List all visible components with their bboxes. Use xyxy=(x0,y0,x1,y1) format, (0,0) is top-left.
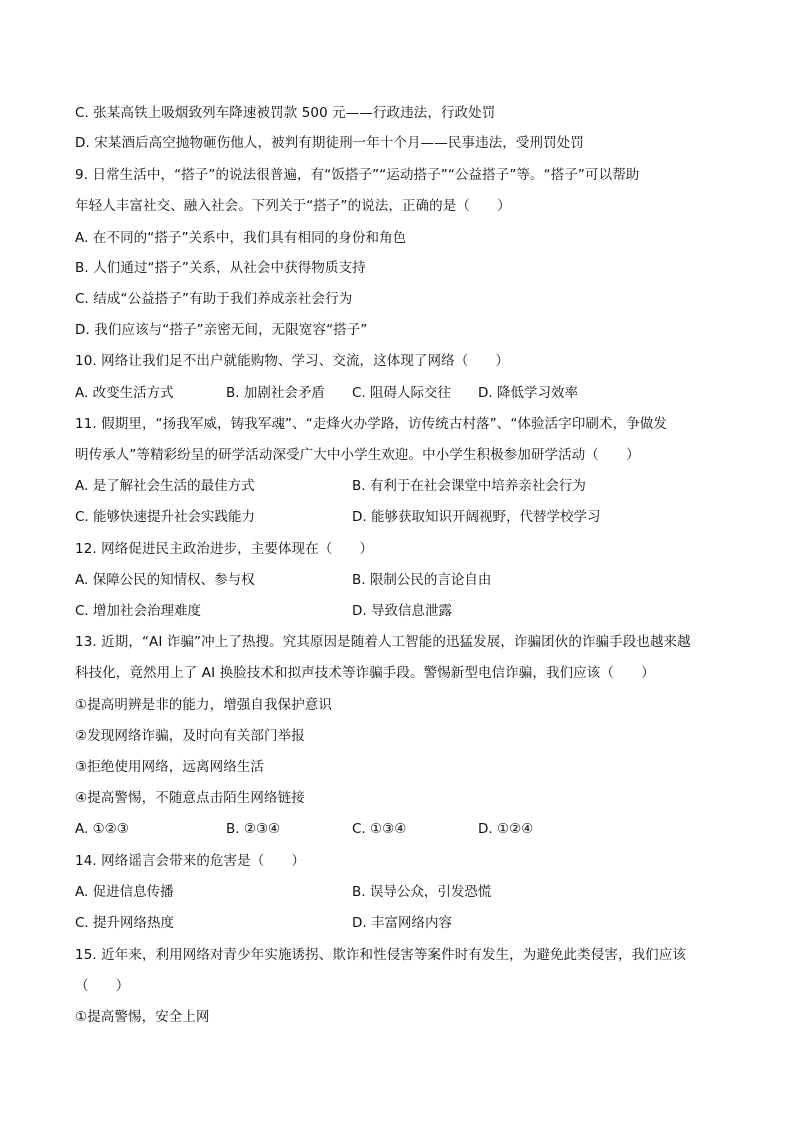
q13-statement-3: ③拒绝使用网络，远离网络生活 xyxy=(75,759,265,775)
q13-option-a: A. ①②③ xyxy=(75,821,129,837)
q15-statement-1: ①提高警惕，安全上网 xyxy=(75,1009,210,1025)
q11-option-b: B. 有利于在社会课堂中培养亲社会行为 xyxy=(352,478,586,494)
q11-stem-line1: 11. 假期里，“扬我军威，铸我军魂”、“走烽火办学路，访传统古村落”、“体验活字印刷术，争做发 xyxy=(75,416,668,432)
q13-statement-4: ④提高警惕，不随意点击陌生网络链接 xyxy=(75,790,305,806)
q10-option-c: C. 阻碍人际交往 xyxy=(352,385,452,401)
q12-option-b: B. 限制公民的言论自由 xyxy=(352,572,492,588)
q11-option-a: A. 是了解社会生活的最佳方式 xyxy=(75,478,255,494)
q13-stem-line1: 13. 近期，“AI 诈骗”冲上了热搜。究其原因是随着人工智能的迅猛发展，诈骗团伙的诈骗手段也越来越 xyxy=(75,634,691,650)
q11-option-c: C. 能够快速提升社会实践能力 xyxy=(75,509,256,525)
q10-option-b: B. 加剧社会矛盾 xyxy=(226,385,325,401)
q10-option-d: D. 降低学习效率 xyxy=(478,385,578,401)
q13-option-c: C. ①③④ xyxy=(352,821,407,837)
q8-option-d: D. 宋某酒后高空抛物砸伤他人，被判有期徒刑一年十个月——民事违法，受刑罚处罚 xyxy=(75,135,584,151)
q9-stem-line1: 9. 日常生活中，“搭子”的说法很普遍，有“饭搭子”“运动搭子”“公益搭子”等。“搭子”可以帮助 xyxy=(75,167,640,183)
q9-stem-line2: 年轻人丰富社交、融入社会。下列关于“搭子”的说法，正确的是（ ） xyxy=(75,198,511,214)
q13-statement-1: ①提高明辨是非的能力，增强自我保护意识 xyxy=(75,697,333,713)
q10-stem: 10. 网络让我们足不出户就能购物、学习、交流，这体现了网络（ ） xyxy=(75,353,510,369)
q11-option-d: D. 能够获取知识开阔视野，代替学校学习 xyxy=(352,509,601,525)
q9-option-d: D. 我们应该与“搭子”亲密无间，无限宽容“搭子” xyxy=(75,322,368,338)
q13-option-b: B. ②③④ xyxy=(226,821,281,837)
q13-stem-line2: 科技化，竟然用上了 AI 换脸技术和拟声技术等诈骗手段。警惕新型电信诈骗，我们应该（ ） xyxy=(75,665,655,681)
q14-option-b: B. 误导公众，引发恐慌 xyxy=(352,884,492,900)
q12-option-d: D. 导致信息泄露 xyxy=(352,603,452,619)
q15-stem-line2: （ ） xyxy=(75,978,130,994)
q14-option-a: A. 促进信息传播 xyxy=(75,884,174,900)
q11-stem-line2: 明传承人”等精彩纷呈的研学活动深受广大中小学生欢迎。中小学生积极参加研学活动（ ） xyxy=(75,447,640,463)
q10-option-a: A. 改变生活方式 xyxy=(75,385,174,401)
q15-stem-line1: 15. 近年来，利用网络对青少年实施诱拐、欺诈和性侵害等案件时有发生，为避免此类侵害，我们应该 xyxy=(75,947,686,963)
q12-option-a: A. 保障公民的知情权、参与权 xyxy=(75,572,255,588)
q12-option-c: C. 增加社会治理难度 xyxy=(75,603,202,619)
q14-stem: 14. 网络谣言会带来的危害是（ ） xyxy=(75,853,306,869)
q14-option-d: D. 丰富网络内容 xyxy=(352,915,452,931)
q13-option-d: D. ①②④ xyxy=(478,821,534,837)
q13-statement-2: ②发现网络诈骗，及时向有关部门举报 xyxy=(75,728,305,744)
q8-option-c: C. 张某高铁上吸烟致列车降速被罚款 500 元——行政违法，行政处罚 xyxy=(75,105,496,121)
q9-option-a: A. 在不同的“搭子”关系中，我们具有相同的身份和角色 xyxy=(75,230,407,246)
q14-option-c: C. 提升网络热度 xyxy=(75,915,175,931)
q12-stem: 12. 网络促进民主政治进步，主要体现在（ ） xyxy=(75,541,374,557)
q9-option-c: C. 结成“公益搭子”有助于我们养成亲社会行为 xyxy=(75,291,353,307)
q9-option-b: B. 人们通过“搭子”关系，从社会中获得物质支持 xyxy=(75,260,366,276)
